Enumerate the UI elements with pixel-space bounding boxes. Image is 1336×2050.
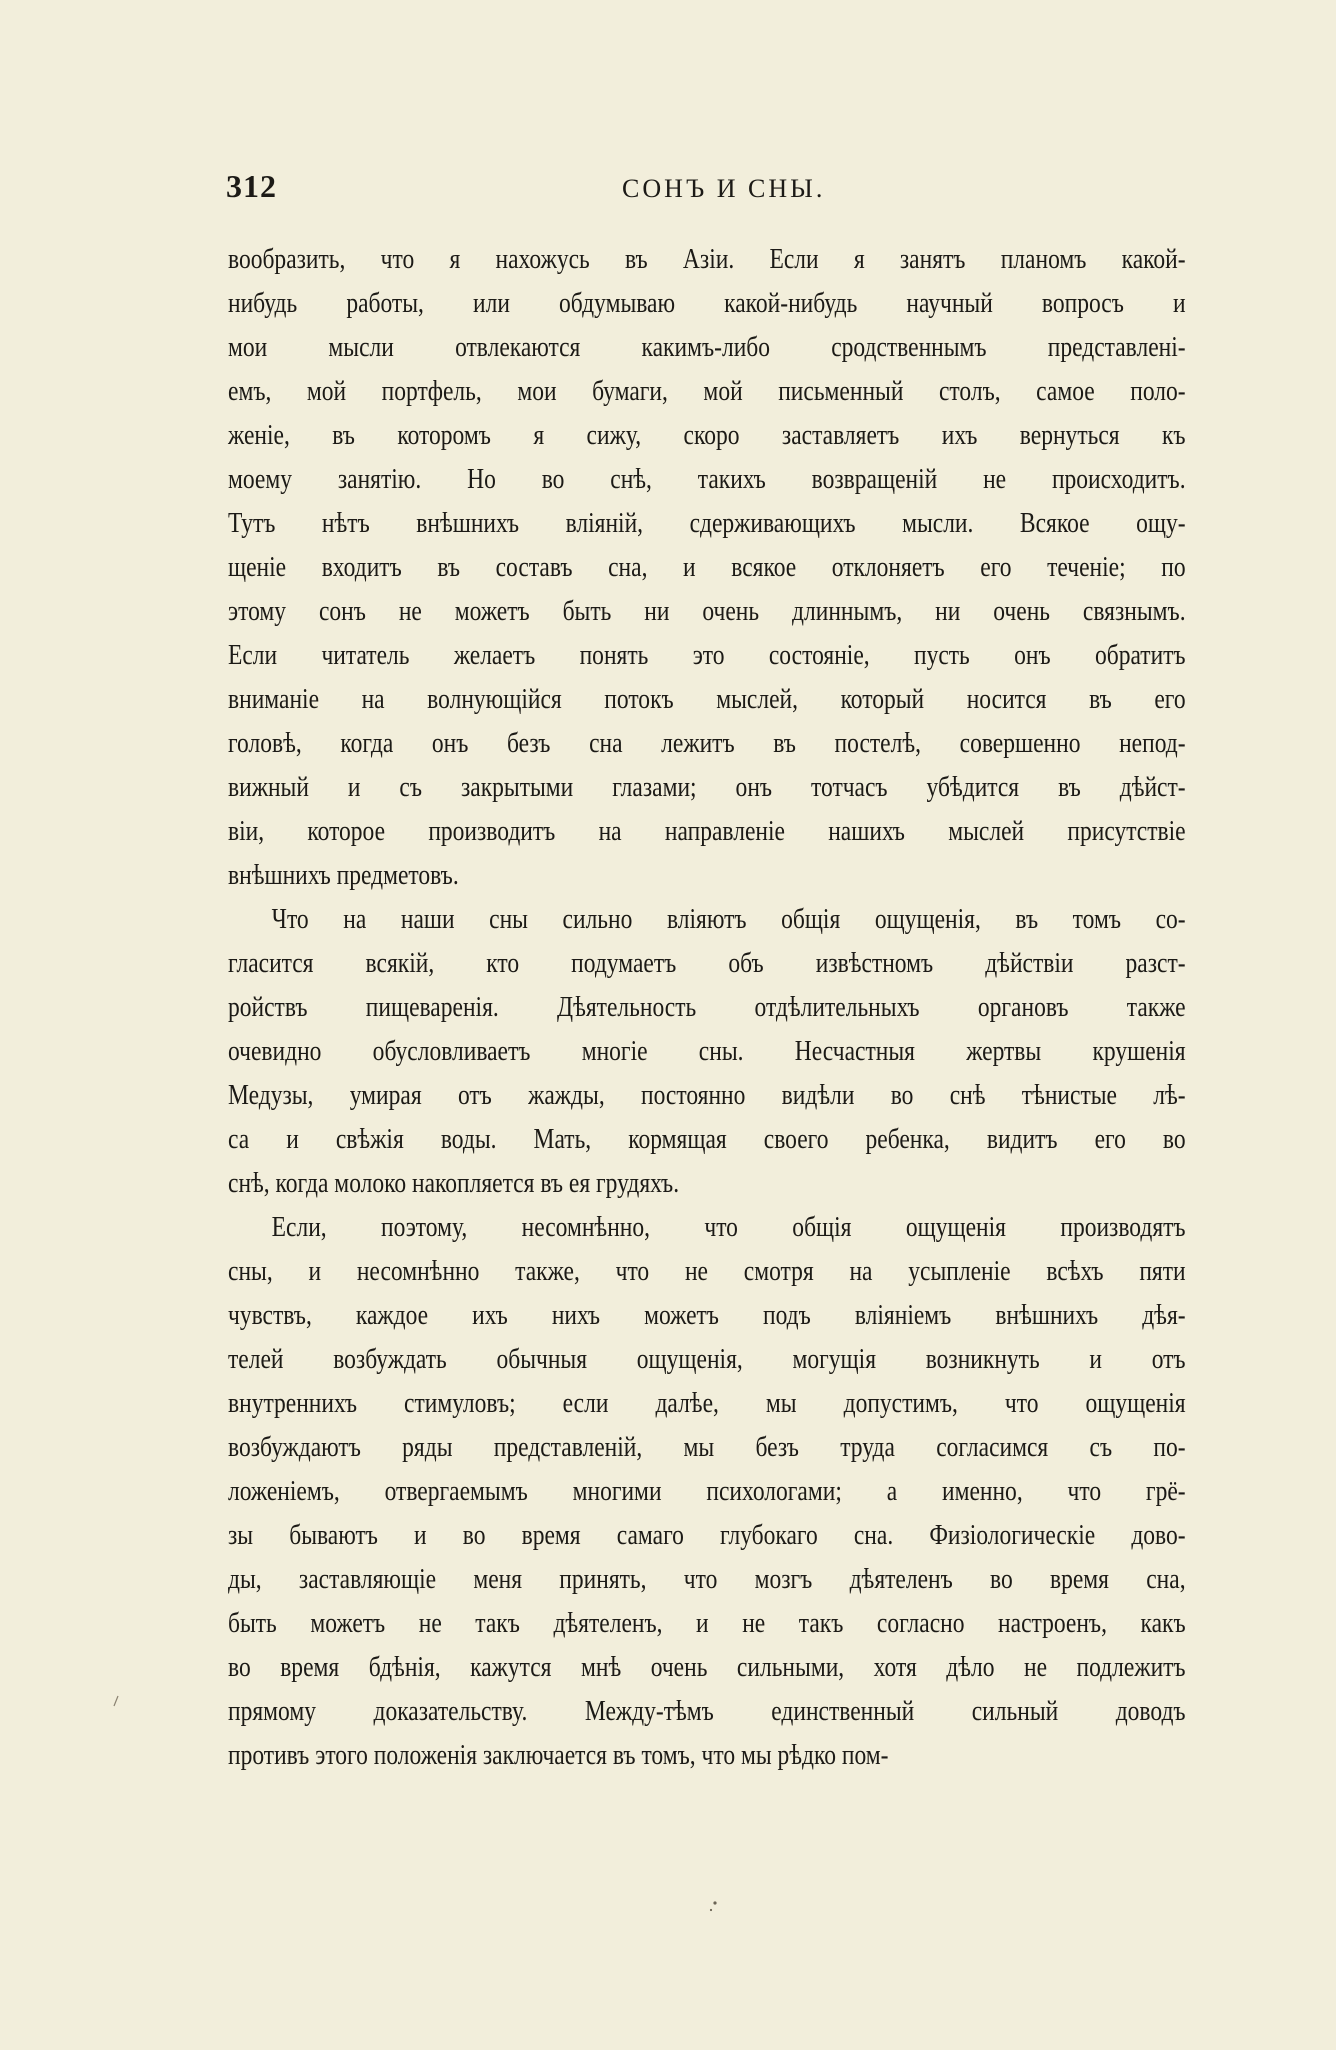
text-line: этому сонъ не можетъ быть ни очень длиннымъ, ни очень связнымъ.: [228, 596, 1186, 627]
text-line: вообразить, что я нахожусь въ Азіи. Если я занятъ планомъ какой-: [228, 244, 1186, 275]
text-line: чувствъ, каждое ихъ нихъ можетъ подъ вліяніемъ внѣшнихъ дѣя-: [228, 1300, 1186, 1331]
text-line: Что на наши сны сильно вліяютъ общія ощущенія, въ томъ со-: [271, 904, 1186, 935]
text-line: внѣшнихъ предметовъ.: [228, 860, 459, 891]
text-line: прямому доказательству. Между-тѣмъ единственный сильный доводъ: [228, 1696, 1186, 1727]
running-title: СОНЪ И СНЫ.: [622, 174, 826, 203]
text-line: головѣ, когда онъ безъ сна лежитъ въ постелѣ, совершенно непод-: [228, 728, 1186, 759]
text-line: быть можетъ не такъ дѣятеленъ, и не такъ согласно настроенъ, какъ: [228, 1608, 1186, 1639]
text-line: телей возбуждать обычныя ощущенія, могущія возникнуть и отъ: [228, 1344, 1186, 1375]
text-line: снѣ, когда молоко накопляется въ ея грудяхъ.: [228, 1168, 680, 1199]
text-line: вниманіе на волнующійся потокъ мыслей, который носится въ его: [228, 684, 1186, 715]
text-line: мои мысли отвлекаются какимъ-либо сродственнымъ представлені-: [228, 332, 1186, 363]
text-line: внутреннихъ стимуловъ; если далѣе, мы допустимъ, что ощущенія: [228, 1388, 1186, 1419]
text-line: Если читатель желаетъ понять это состояніе, пусть онъ обратитъ: [228, 640, 1186, 671]
text-line: са и свѣжія воды. Мать, кормящая своего ребенка, видитъ его во: [228, 1124, 1186, 1155]
text-line: зы бываютъ и во время самаго глубокаго сна. Физіологическіе дово-: [228, 1520, 1186, 1551]
text-line: сны, и несомнѣнно также, что не смотря на усыпленіе всѣхъ пяти: [228, 1256, 1186, 1287]
text-line: женіе, въ которомъ я сижу, скоро заставляетъ ихъ вернуться къ: [228, 420, 1186, 451]
text-line: гласится всякій, кто подумаетъ объ извѣстномъ дѣйствіи разст-: [228, 948, 1186, 979]
text-line: ложеніемъ, отвергаемымъ многими психологами; а именно, что грё-: [228, 1476, 1186, 1507]
text-line: противъ этого положенія заключается въ томъ, что мы рѣдко пом-: [228, 1740, 889, 1771]
text-line: віи, которое производитъ на направленіе нашихъ мыслей присутствіе: [228, 816, 1186, 847]
text-line: ройствъ пищеваренія. Дѣятельность отдѣлительныхъ органовъ также: [228, 992, 1186, 1023]
text-line: Тутъ нѣтъ внѣшнихъ вліяній, сдерживающихъ мысли. Всякое ощу-: [228, 508, 1186, 539]
text-line: возбуждаютъ ряды представленій, мы безъ труда согласимся съ по-: [228, 1432, 1186, 1463]
text-line: щеніе входитъ въ составъ сна, и всякое отклоняетъ его теченіе; по: [228, 552, 1186, 583]
page-number: 312: [226, 168, 277, 204]
text-line: вижный и съ закрытыми глазами; онъ тотчасъ убѣдится въ дѣйст-: [228, 772, 1186, 803]
text-line: Если, поэтому, несомнѣнно, что общія ощущенія производятъ: [271, 1212, 1186, 1243]
text-line: во время бдѣнія, кажутся мнѣ очень сильными, хотя дѣло не подлежитъ: [228, 1652, 1186, 1683]
text-line: очевидно обусловливаетъ многіе сны. Несчастныя жертвы крушенія: [228, 1036, 1186, 1067]
text-line: ды, заставляющіе меня принять, что мозгъ дѣятеленъ во время сна,: [228, 1564, 1186, 1595]
text-line: моему занятію. Но во снѣ, такихъ возвращеній не происходитъ.: [228, 464, 1186, 495]
text-line: Медузы, умирая отъ жажды, постоянно видѣли во снѣ тѣнистые лѣ-: [228, 1080, 1186, 1111]
text-line: нибудь работы, или обдумываю какой-нибудь научный вопросъ и: [228, 288, 1186, 319]
text-line: емъ, мой портфель, мои бумаги, мой письменный столъ, самое поло-: [228, 376, 1186, 407]
